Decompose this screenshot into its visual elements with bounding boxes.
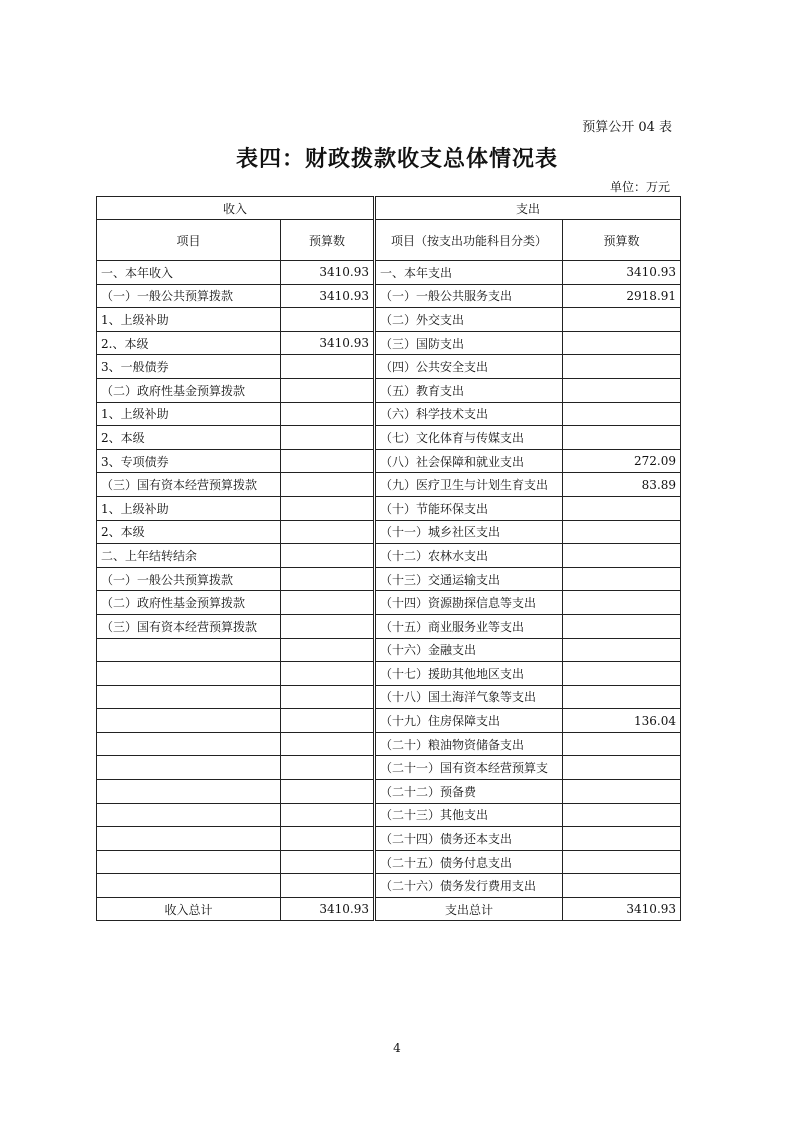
expense-item-cell: （一）一般公共服务支出 [375,284,563,308]
expense-item-cell: （五）教育支出 [375,378,563,402]
income-amount-cell [281,874,375,898]
table-row [97,756,681,780]
income-amount-cell [281,756,375,780]
income-item-cell [97,756,281,780]
table-row [97,378,681,402]
income-item-cell [97,827,281,851]
expense-amount-cell [563,591,681,615]
income-item-cell: （三）国有资本经营预算拨款 [97,473,281,497]
table-row [97,850,681,874]
expense-item-cell: （二十五）债务付息支出 [375,850,563,874]
table-row [97,874,681,898]
expense-amount-cell [563,756,681,780]
income-amount-cell [281,732,375,756]
table-row [97,402,681,426]
income-item-cell [97,638,281,662]
column-header-row [97,220,681,261]
expense-amount-cell [563,614,681,638]
table-row [97,780,681,804]
expense-amount-cell [563,426,681,450]
expense-amount-cell [563,780,681,804]
income-total-amount: 3410.93 [281,898,375,921]
income-amount-cell [281,449,375,473]
expense-item-cell: （七）文化体育与传媒支出 [375,426,563,450]
income-item-cell [97,803,281,827]
expense-item-cell: （二十四）债务还本支出 [375,827,563,851]
income-amount-cell [281,709,375,733]
page-number: 4 [393,1041,401,1055]
income-total-label: 收入总计 [97,898,281,921]
expense-item-cell: （十四）资源勘探信息等支出 [375,591,563,615]
income-item-cell [97,685,281,709]
budget-table [96,196,681,921]
expense-amount-cell: 136.04 [563,709,681,733]
table-row [97,284,681,308]
expense-amount-cell [563,874,681,898]
income-amount-cell [281,638,375,662]
expense-amount-cell [563,685,681,709]
income-amount-cell [281,473,375,497]
expense-amount-cell: 83.89 [563,473,681,497]
expense-item-cell: （四）公共安全支出 [375,355,563,379]
page-title: 表四：财政拨款收支总体情况表 [235,147,558,172]
expense-amount-cell [563,638,681,662]
income-amount-cell: 3410.93 [281,261,375,285]
income-amount-cell [281,662,375,686]
expense-item-cell: （二）外交支出 [375,308,563,332]
expense-amount-header: 预算数 [563,220,681,261]
table-row [97,473,681,497]
table-row [97,685,681,709]
table-row [97,709,681,733]
table-row [97,662,681,686]
expense-amount-cell [563,520,681,544]
expense-amount-cell [563,331,681,355]
expense-item-cell: （六）科学技术支出 [375,402,563,426]
income-amount-cell [281,685,375,709]
income-item-cell: （一）一般公共预算拨款 [97,567,281,591]
expense-amount-cell [563,662,681,686]
expense-item-cell: （十二）农林水支出 [375,544,563,568]
table-row [97,544,681,568]
income-amount-cell [281,496,375,520]
table-row [97,638,681,662]
income-item-cell [97,850,281,874]
income-amount-cell [281,308,375,332]
table-row [97,567,681,591]
income-item-cell: 二、上年结转结余 [97,544,281,568]
income-amount-cell [281,426,375,450]
table-row [97,520,681,544]
income-item-cell [97,709,281,733]
expense-item-cell: （十九）住房保障支出 [375,709,563,733]
income-item-cell: （一）一般公共预算拨款 [97,284,281,308]
income-amount-cell [281,591,375,615]
group-header-row [97,197,681,220]
expense-amount-cell [563,827,681,851]
income-item-cell: 3、专项债券 [97,449,281,473]
expense-item-cell: （二十）粮油物资储备支出 [375,732,563,756]
table-row [97,308,681,332]
expense-amount-cell [563,496,681,520]
expense-item-cell: （十八）国土海洋气象等支出 [375,685,563,709]
expense-item-cell: 一、本年支出 [375,261,563,285]
expense-amount-cell [563,402,681,426]
income-item-cell: 1、上级补助 [97,402,281,426]
expense-item-cell: （十七）援助其他地区支出 [375,662,563,686]
income-item-cell: （三）国有资本经营预算拨款 [97,614,281,638]
expense-amount-cell: 272.09 [563,449,681,473]
expense-amount-cell [563,732,681,756]
table-row [97,614,681,638]
income-item-cell: （二）政府性基金预算拨款 [97,591,281,615]
income-amount-cell [281,827,375,851]
table-row [97,732,681,756]
expense-item-cell: （十六）金融支出 [375,638,563,662]
expense-item-cell: （十五）商业服务业等支出 [375,614,563,638]
expense-item-cell: （十）节能环保支出 [375,496,563,520]
income-item-header: 项目 [97,220,281,261]
expense-amount-cell: 2918.91 [563,284,681,308]
table-row [97,331,681,355]
income-amount-cell [281,402,375,426]
income-amount-cell [281,567,375,591]
table-body [97,261,681,898]
income-amount-cell [281,378,375,402]
table-row [97,803,681,827]
income-item-cell [97,874,281,898]
income-item-cell: 2、本级 [97,520,281,544]
income-item-cell: 一、本年收入 [97,261,281,285]
expense-item-cell: （二十三）其他支出 [375,803,563,827]
expense-item-cell: （三）国防支出 [375,331,563,355]
expense-group-header: 支出 [375,197,681,220]
table-row [97,261,681,285]
expense-amount-cell [563,567,681,591]
table-row [97,591,681,615]
expense-item-cell: （二十一）国有资本经营预算支 [375,756,563,780]
income-amount-cell [281,614,375,638]
expense-amount-cell [563,355,681,379]
table-row [97,449,681,473]
income-amount-cell [281,803,375,827]
expense-amount-cell: 3410.93 [563,261,681,285]
expense-amount-cell [563,378,681,402]
income-amount-cell [281,780,375,804]
income-item-cell: 2.、本级 [97,331,281,355]
expense-item-cell: （九）医疗卫生与计划生育支出 [375,473,563,497]
income-amount-cell: 3410.93 [281,331,375,355]
expense-item-cell: （八）社会保障和就业支出 [375,449,563,473]
income-amount-header: 预算数 [281,220,375,261]
expense-total-amount: 3410.93 [563,898,681,921]
table-number-label: 预算公开 04 表 [582,120,672,135]
income-item-cell: （二）政府性基金预算拨款 [97,378,281,402]
expense-item-cell: （十三）交通运输支出 [375,567,563,591]
income-item-cell: 2、本级 [97,426,281,450]
income-item-cell [97,732,281,756]
income-item-cell: 3、一般债券 [97,355,281,379]
table-row [97,496,681,520]
income-group-header: 收入 [97,197,375,220]
table-row [97,355,681,379]
expense-item-cell: （十一）城乡社区支出 [375,520,563,544]
expense-amount-cell [563,850,681,874]
expense-amount-cell [563,803,681,827]
unit-label: 单位：万元 [609,180,670,194]
income-amount-cell [281,520,375,544]
income-amount-cell [281,355,375,379]
expense-item-cell: （二十六）债务发行费用支出 [375,874,563,898]
income-item-cell [97,780,281,804]
expense-item-header: 项目（按支出功能科目分类） [375,220,563,261]
income-amount-cell [281,544,375,568]
total-row [97,898,681,921]
table-row [97,827,681,851]
expense-total-label: 支出总计 [375,898,563,921]
expense-item-cell: （二十二）预备费 [375,780,563,804]
table-row [97,426,681,450]
expense-amount-cell [563,544,681,568]
income-amount-cell [281,850,375,874]
income-item-cell: 1、上级补助 [97,496,281,520]
expense-amount-cell [563,308,681,332]
income-item-cell: 1、上级补助 [97,308,281,332]
income-amount-cell: 3410.93 [281,284,375,308]
income-item-cell [97,662,281,686]
